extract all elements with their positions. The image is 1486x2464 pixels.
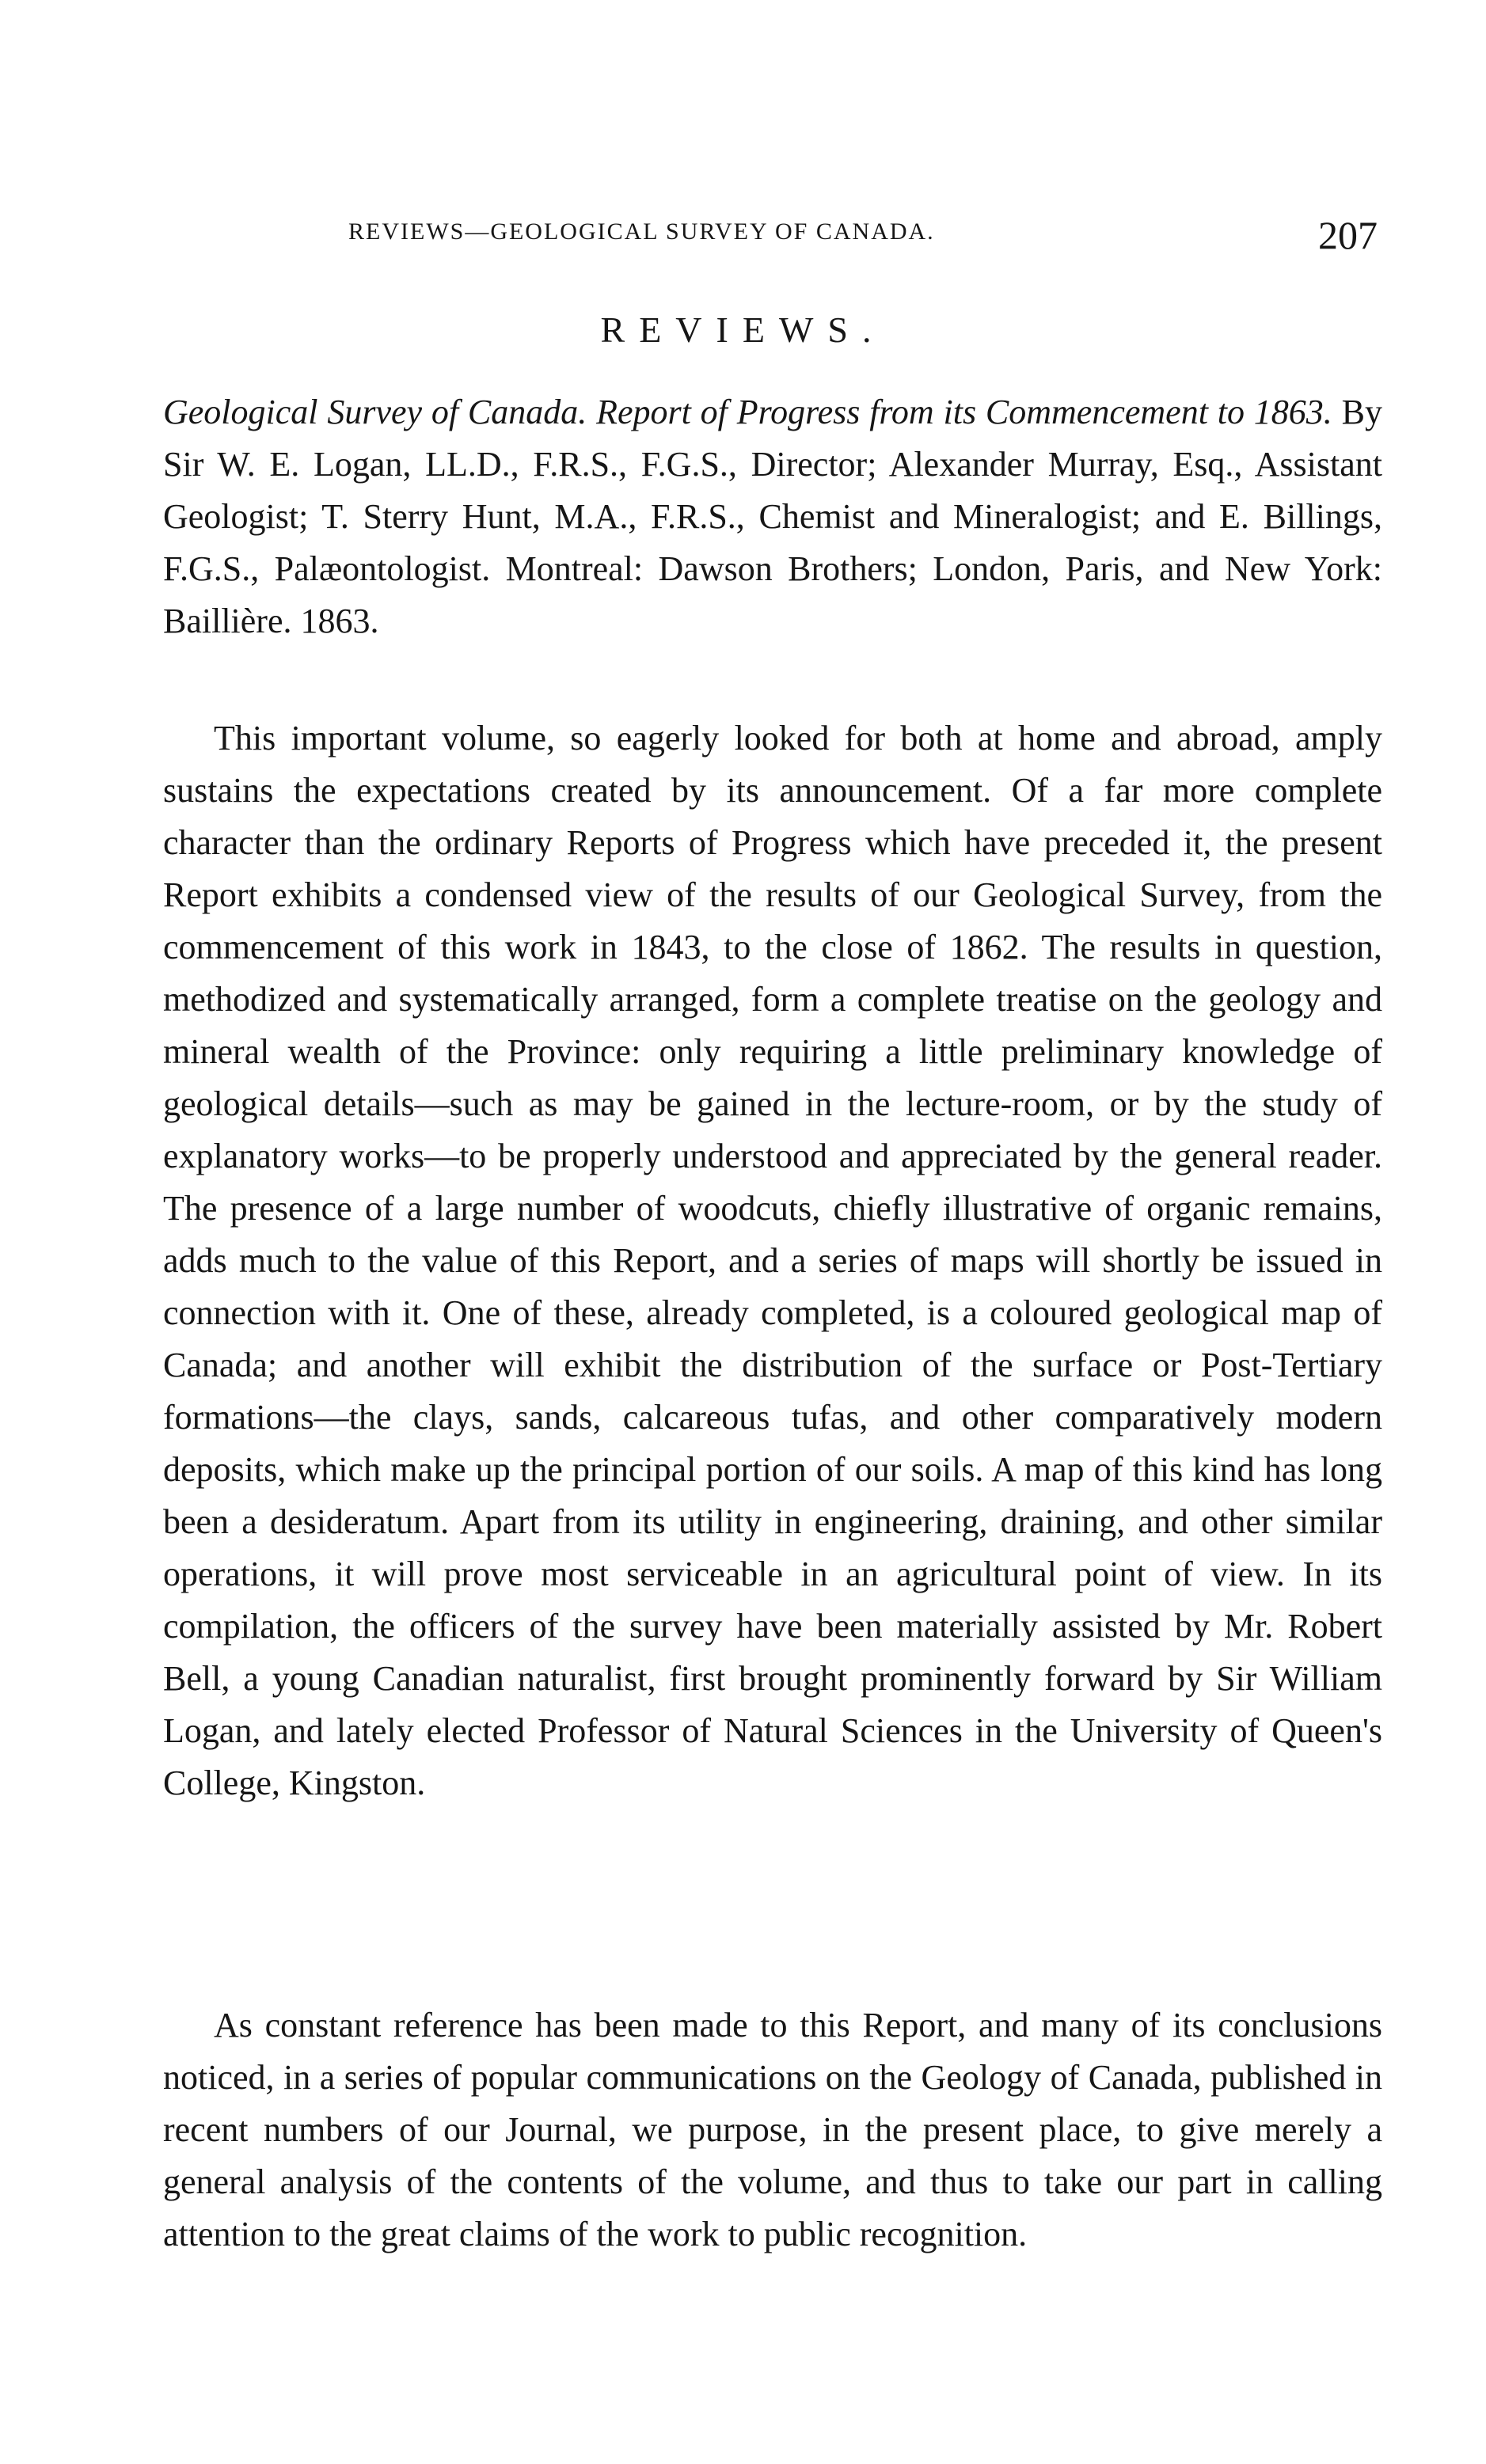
citation-title: Geological Survey of Canada. Report of Progress from its Commencement to 1863. [163, 393, 1332, 431]
body-paragraph: This important volume, so eagerly looked for both at home and abroad, amply sustains the expectations created by its announcement. Of a far more complete character than the ordinary Reports of Progress which have preceded it, the present Report exhibits a condensed view of the results of our Geological Survey, from the commencement of this work in 1843, to the close of 1862. The results in question, methodized and systematically arranged, form a complete treatise on the geology and mineral wealth of the Province: only requiring a little preliminary knowledge of geological details—such as may be gained in the lecture-room, or by the study of explanatory works—to be properly understood and appreciated by the general reader. The presence of a large number of woodcuts, chiefly illustrative of organic remains, adds much to the value of this Report, and a series of maps will shortly be issued in connection with it. One of these, already completed, is a coloured geological map of Canada; and another will exhibit the distribution of the surface or Post-Tertiary formations—the clays, sands, calcareous tufas, and other comparatively modern deposits, which make up the principal portion of our soils. A map of this kind has long been a desideratum. Apart from its utility in engineering, draining, and other similar operations, it will prove most serviceable in an agricultural point of view. In its compilation, the officers of the survey have been materially assisted by Mr. Robert Bell, a young Canadian naturalist, first brought prominently forward by Sir William Logan, and lately elected Professor of Natural Sciences in the University of Queen's College, Kingston. [163, 719, 1382, 1802]
section-heading: REVIEWS. [600, 309, 886, 350]
page-header [348, 212, 1378, 260]
page-number: 207 [1318, 213, 1378, 257]
book-citation [163, 386, 1382, 647]
body-paragraph: As constant reference has been made to this Report, and many of its conclusions noticed, in a series of popular communications on the Geology of Canada, published in recent numbers of our Journal, we purpose, in the present place, to give merely a general analysis of the contents of the volume, and thus to take our part in calling attention to the great claims of the work to public recognition. [163, 2006, 1382, 2253]
citation-details: By Sir W. E. Logan, LL.D., F.R.S., F.G.S., Director; Alexander Murray, Esq., Assistant Geologist; T. Sterry Hunt, M.A., F.R.S., Chemist and Mineralogist; and E. Billings, F.G.S., Palæontologist. Montreal: Dawson Brothers; London, Paris, and New York: Baillière. 1863. [163, 393, 1382, 640]
running-head: REVIEWS—GEOLOGICAL SURVEY OF CANADA. [348, 218, 935, 245]
